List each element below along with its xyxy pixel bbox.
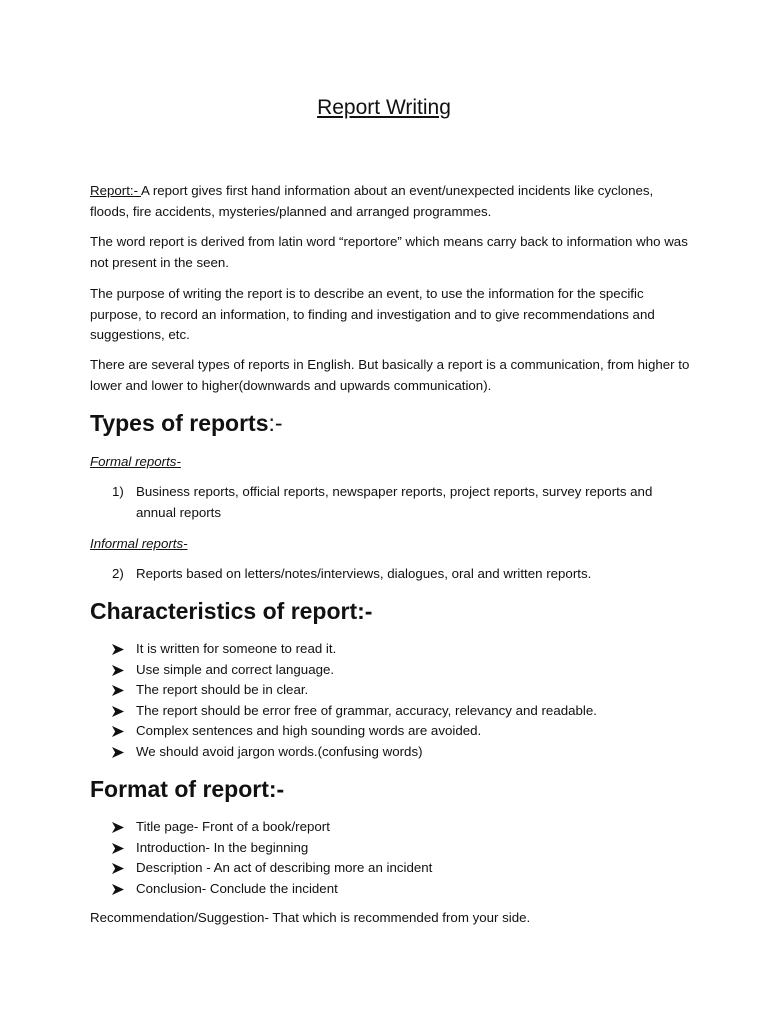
intro-text: A report gives first hand information about an event/unexpected incidents like cyclones, floods, fire accidents, mysteries/planned and arranged programmes. [90, 183, 654, 219]
informal-list-number: 2) [112, 566, 124, 581]
list-item [112, 660, 692, 681]
recommendation-line: Recommendation/Suggestion- That which is recommended from your side. [90, 910, 531, 925]
list-item [112, 838, 692, 859]
formal-list-text: Business reports, official reports, newspaper reports, project reports, survey reports and annual reports [136, 484, 653, 520]
list-item-text: Title page- Front of a book/report [136, 819, 330, 834]
formal-reports-label: Formal reports- [90, 454, 181, 469]
informal-reports-label: Informal reports- [90, 536, 188, 551]
characteristics-list [112, 639, 692, 762]
list-item-text: Use simple and correct language. [136, 661, 335, 677]
arrowhead-bullet-icon [112, 884, 124, 895]
informal-list-text: Reports based on letters/notes/interviews, dialogues, oral and written reports. [136, 566, 592, 581]
list-item-text: Complex sentences and high sounding words are avoided. [136, 723, 482, 738]
list-item-text: The report should be in clear. [136, 682, 309, 697]
intro-label: Report:- [90, 183, 141, 198]
intro-paragraph [90, 181, 690, 222]
list-item-text: Conclusion- Conclude the incident [136, 880, 338, 896]
list-item [112, 680, 692, 701]
list-item [112, 742, 692, 763]
formal-list-number: 1) [112, 484, 124, 499]
page-title: Report Writing [317, 96, 451, 119]
arrowhead-bullet-icon [112, 843, 124, 854]
list-item-text: We should avoid jargon words.(confusing words) [136, 743, 423, 759]
list-item [112, 721, 692, 742]
list-item [112, 879, 692, 900]
arrowhead-bullet-icon [112, 863, 124, 874]
paragraph-types-overview: There are several types of reports in English. But basically a report is a communication, from higher to lower and lower to higher(downwards and upwards communication). [90, 357, 690, 393]
arrowhead-bullet-icon [112, 644, 124, 655]
list-item-text: Introduction- In the beginning [136, 839, 309, 855]
list-item-text: Description - An act of describing more an incident [136, 860, 433, 875]
heading-characteristics: Characteristics of report:- [90, 598, 373, 624]
arrowhead-bullet-icon [112, 822, 124, 833]
arrowhead-bullet-icon [112, 747, 124, 758]
arrowhead-bullet-icon [112, 706, 124, 717]
arrowhead-bullet-icon [112, 665, 124, 676]
list-item [112, 639, 692, 660]
arrowhead-bullet-icon [112, 726, 124, 737]
list-item-text: The report should be error free of grammar, accuracy, relevancy and readable. [136, 702, 597, 718]
heading-types-text: Types of reports [90, 410, 269, 436]
heading-format: Format of report:- [90, 776, 285, 802]
paragraph-origin: The word report is derived from latin word “reportore” which means carry back to information who was not present in the seen. [90, 234, 688, 270]
list-item-text: It is written for someone to read it. [136, 641, 337, 656]
list-item [112, 817, 692, 838]
format-list [112, 817, 692, 899]
heading-types-suffix: :- [268, 410, 283, 436]
list-item [112, 858, 692, 879]
paragraph-purpose: The purpose of writing the report is to describe an event, to use the information for the specific purpose, to record an information, to finding and investigation and to give recommendations and suggestions, etc. [90, 286, 655, 342]
heading-types-of-reports [90, 408, 283, 438]
list-item [112, 701, 692, 722]
arrowhead-bullet-icon [112, 685, 124, 696]
